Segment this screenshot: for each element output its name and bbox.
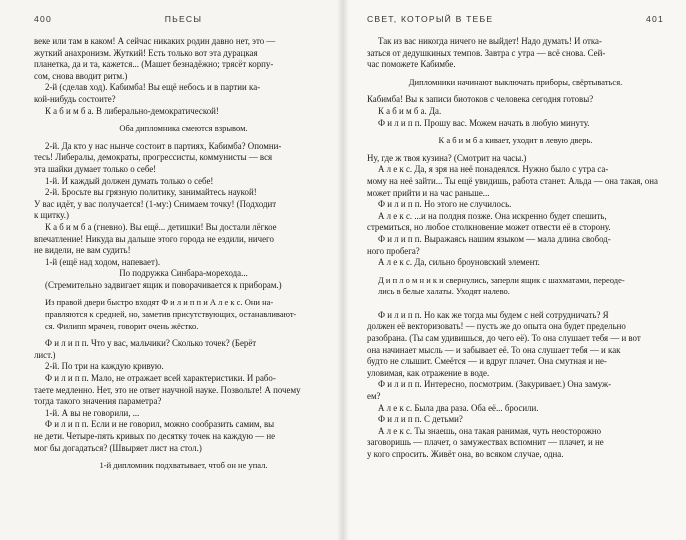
text-line: не дети. Четыре-пять кривых по десятку точек на каждую — не <box>34 431 276 441</box>
text-line: тогда такого значения параметра? <box>34 396 162 407</box>
text-line: 1-й (ещё над ходом, напевает). <box>45 256 161 267</box>
text-line: должен её векторизовать! — пусть же до опыта она будет предельно <box>367 321 626 332</box>
text-line: К а б и м б а. В либерально-демократической! <box>45 105 219 116</box>
text-line: планетка, да и та, кажется... (Машет безнадёжно; трясёт корпу- <box>34 59 274 70</box>
text-line: час поможете Кабимбе. <box>367 59 456 70</box>
book-gutter <box>337 0 349 540</box>
left-page-text <box>34 36 333 472</box>
left-running-title: ПЬЕСЫ <box>164 14 203 24</box>
text-line: она начинает мысль — и забывает её. То она слушает тебя — и как <box>367 344 621 355</box>
text-line: 1-й. И каждый должен думать только о себе! <box>45 175 214 186</box>
stage-direction-line: 1-й дипломник подхватывает, чтоб он не упал. <box>99 460 268 471</box>
stage-direction-line: лись в белые халаты. Уходят налево. <box>378 286 510 297</box>
text-line: мог бы догадаться? (Швыряет лист на стол.) <box>34 442 202 453</box>
text-line: Ф и л и п п. Если и не говорил, можно сообразить самим, вы <box>45 419 275 430</box>
left-page-number: 400 <box>34 14 52 24</box>
text-line: будто не слышит. Смеётся — и вдруг плачет. Она смутная и не- <box>367 356 607 367</box>
text-line: к щитку.) <box>34 210 69 221</box>
text-line: жуткий анахронизм. Жуткий! Есть только вот эта дурацкая <box>34 47 258 58</box>
text-line: 2-й. Бросьте вы грязную политику, занимайтесь наукой! <box>45 187 257 198</box>
stage-direction-line: Д и п л о м н и к и свернулись, заперли ящик с шахматами, переоде- <box>378 274 625 285</box>
text-line: А л е к с. Да, я зря на неё понадеялся. Нужно было с утра са- <box>378 164 609 175</box>
text-line: заться от дедушкиных темпов. Завтра с утра — всё снова. Сей- <box>367 47 606 58</box>
text-line: ем? <box>367 391 381 402</box>
text-line: (Стремительно задвигает ящик и поворачивается к приборам.) <box>45 279 282 290</box>
text-line: разобрана. (Ты сам удивишься, до чего её). То она слушает тебя — и вот <box>367 333 641 344</box>
text-line: тесь! Либералы, демократы, прогрессисты, коммунисты — вся <box>34 152 273 163</box>
text-line: Ф и л и п п. Выражаясь нашим языком — мала длина свобод- <box>378 233 611 244</box>
text-line: 2-й (сделав ход). Кабимба! Вы ещё небось и в партии ка- <box>45 82 261 93</box>
text-line: Ф и л и п п. Но этого не случилось. <box>378 199 512 210</box>
text-line: лист.) <box>34 349 56 360</box>
text-line: По подружка Синбара-морехода... <box>119 268 248 279</box>
text-line: стремиться, но любое столкновение может отвести её в сторону. <box>367 222 611 233</box>
stage-direction-line: Из правой двери быстро входят Ф и л и п п и А л е к с. Они на- <box>45 297 274 308</box>
stage-direction-line: ся. Филипп мрачен, говорит очень жёстко. <box>45 320 199 331</box>
text-line: впечатление! Никуда вы дальше этого города не ездили, ничего <box>34 233 274 244</box>
text-line: У вас идёт, у вас получается! (1-му:) Снимаем точку! (Подходит <box>34 198 277 209</box>
text-line: Ф и л и п п. Интересно, посмотрим. (Закуривает.) Она замуж- <box>378 379 612 390</box>
text-line: 1-й. А вы не говорили, ... <box>45 407 140 418</box>
text-line: таете медленно. Нет, это не ответ научной науке. Позвольте! А почему <box>34 384 301 395</box>
text-line: эта шайки думает только о себе! <box>34 163 157 174</box>
right-page <box>343 0 686 540</box>
right-page-text <box>367 36 664 461</box>
text-line: уловимая, как отражение в воде. <box>367 367 490 378</box>
right-running-title: СВЕТ, КОТОРЫЙ В ТЕБЕ <box>367 14 494 24</box>
text-line: не видели, не вам судить! <box>34 245 131 256</box>
text-line: сом, снова вводит ритм.) <box>34 70 128 81</box>
text-line: А л е к с. Ты знаешь, она такая ранимая, чуть неосторожно <box>378 425 602 436</box>
text-line: Ф и л и п п. С детьми? <box>378 414 463 425</box>
text-line: А л е к с. Да, сильно броуновский элемент. <box>378 257 540 268</box>
text-line: Так из вас никогда ничего не выйдет! Надо думать! И отка- <box>378 36 602 46</box>
text-line: заговоришь — плачет, о замужествах вспомнит — плачет, и не <box>367 437 604 448</box>
text-line: 2-й. Да кто у нас нынче состоит в партиях, Кабимба? Опомни- <box>45 140 282 151</box>
text-line: Кабимба! Вы к записи биотоков с человека сегодня готовы? <box>367 94 594 105</box>
text-line: Ф и л и п п. Прошу вас. Можем начать в любую минуту. <box>378 117 590 128</box>
left-running-head <box>34 14 333 24</box>
stage-direction-line: К а б и м б а кивает, уходит в левую дверь. <box>438 135 593 146</box>
stage-direction-line: правляются к средней, но, заметив присутствующих, останавливают- <box>45 309 297 320</box>
right-running-head <box>367 14 664 24</box>
text-line: Ну, где ж твоя кузина? (Смотрит на часы.) <box>367 152 527 163</box>
stage-direction-line: Оба дипломника смеются взрывом. <box>119 123 248 134</box>
text-line: веке или там в каком! А сейчас никаких родин давно нет, это — <box>34 36 276 46</box>
text-line: Ф и л и п п. Но как же тогда мы будем с ней сотрудничать? Я <box>378 309 609 320</box>
text-line: К а б и м б а (гневно). Вы ещё... детишки! Вы достали лёгкое <box>45 221 277 232</box>
text-line: мому на неё зайти... Ты ещё увидишь, работа станет. Альда — она такая, она <box>367 175 658 186</box>
text-line: может прийти и на час раньше... <box>367 187 490 198</box>
text-line: 2-й. По три на каждую кривую. <box>45 361 164 372</box>
stage-direction-line: Дипломники начинают выключать приборы, свёртываться. <box>408 76 623 87</box>
right-page-number: 401 <box>646 14 664 24</box>
text-line: ного пробега? <box>367 245 420 256</box>
paragraph-gap <box>367 298 664 310</box>
text-line: Ф и л и п п. Что у вас, мальчики? Сколько точек? (Берёт <box>45 338 257 349</box>
text-line: А л е к с. Была два раза. Оба её... бросили. <box>378 402 539 413</box>
text-line: у кого спросить. Живёт она, во всяком случае, одна. <box>367 449 564 459</box>
text-line: кой-нибудь состоите? <box>34 93 116 104</box>
text-line: А л е к с. ...и на полдня позже. Она искренно будет спешить, <box>378 210 607 221</box>
text-line: К а б и м б а. Да. <box>378 105 442 116</box>
text-line: Ф и л и п п. Мало, не отражает всей характеристики. И рабо- <box>45 373 276 384</box>
